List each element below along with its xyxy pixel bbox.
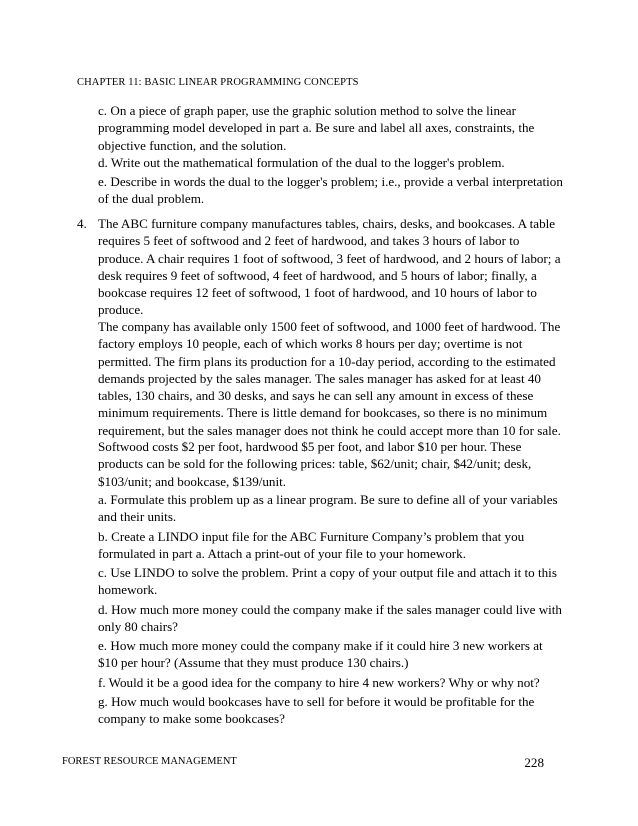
text-line: d. How much more money could the company make if the sales manager could live with bbox=[98, 602, 562, 617]
paragraph-costs bbox=[98, 438, 548, 490]
text-line: The ABC furniture company manufactures tables, chairs, desks, and bookcases. A table bbox=[98, 216, 556, 231]
text-line: The company has available only 1500 feet of softwood, and 1000 feet of hardwood. The bbox=[98, 319, 561, 334]
text-line: g. How much would bookcases have to sell for before it would be profitable for the bbox=[98, 694, 535, 709]
paragraph-part-g bbox=[98, 693, 548, 728]
text-line: f. Would it be a good idea for the company to hire 4 new workers? Why or why not? bbox=[98, 675, 540, 690]
paragraph-problem-4-intro bbox=[98, 215, 561, 319]
chapter-header bbox=[77, 77, 359, 88]
page-number: 228 bbox=[524, 755, 544, 770]
paragraph-prev-part-e bbox=[98, 173, 563, 208]
text-line: tables, 130 chairs, and 30 desks, and says he can sell any amount in excess of these bbox=[98, 388, 534, 404]
text-line: demands projected by the sales manager. The sales manager has asked for at least 40 bbox=[98, 370, 541, 386]
text-line: produce. A chair requires 1 foot of softwood, 3 feet of hardwood, and 2 hours of labor; a bbox=[98, 250, 561, 266]
text-line: c. On a piece of graph paper, use the graphic solution method to solve the linear bbox=[98, 103, 516, 118]
paragraph-availability bbox=[98, 318, 561, 439]
text-line: permitted. The firm plans its production for a 10-day period, according to the estimated bbox=[98, 353, 556, 369]
text-line: objective function, and the solution. bbox=[98, 137, 287, 153]
text-line: produce. bbox=[98, 302, 144, 318]
text-line: and their units. bbox=[98, 509, 177, 525]
text-line: formulated in part a. Attach a print-out of your file to your homework. bbox=[98, 546, 466, 562]
text-line: only 80 chairs? bbox=[98, 619, 178, 635]
text-line: homework. bbox=[98, 582, 158, 598]
text-line: desk requires 9 feet of softwood, 4 feet of hardwood, and 5 hours of labor; finally, a bbox=[98, 267, 537, 283]
text-line: minimum requirements. There is little demand for bookcases, so there is no minimum bbox=[98, 405, 548, 421]
text-line: products can be sold for the following prices: table, $62/unit; chair, $42/unit; desk, bbox=[98, 456, 532, 472]
paragraph-part-d bbox=[98, 601, 562, 636]
paragraph-part-c bbox=[98, 564, 557, 599]
chapter-header-text: CHAPTER 11: BASIC LINEAR PROGRAMMING CONCEPTS bbox=[77, 77, 359, 88]
text-line: c. Use LINDO to solve the problem. Print a copy of your output file and attach it to this bbox=[98, 565, 557, 580]
text-line: $103/unit; and bookcase, $139/unit. bbox=[98, 473, 287, 489]
text-line: requirement, but the sales manager does not think he could accept more than 10 for sale. bbox=[98, 422, 561, 438]
text-line: factory employs 10 people, each of which works 8 hours per day; overtime is not bbox=[98, 336, 523, 352]
text-line: Softwood costs $2 per foot, hardwood $5 per foot, and labor $10 per hour. These bbox=[98, 439, 522, 454]
paragraph-part-b bbox=[98, 528, 548, 563]
paragraph-prev-part-c-d bbox=[98, 102, 548, 171]
paragraph-part-f bbox=[98, 674, 548, 691]
text-line: requires 5 feet of softwood and 2 feet of hardwood, and takes 3 hours of labor to bbox=[98, 233, 520, 249]
paragraph-part-a bbox=[98, 491, 558, 526]
text-line: a. Formulate this problem up as a linear program. Be sure to define all of your variables bbox=[98, 492, 558, 507]
text-line: $10 per hour? (Assume that they must produce 130 chairs.) bbox=[98, 655, 409, 671]
text-line: company to make some bookcases? bbox=[98, 711, 285, 727]
text-line: e. Describe in words the dual to the logger's problem; i.e., provide a verbal interpretation bbox=[98, 174, 563, 189]
text-line: bookcase requires 12 feet of softwood, 1 foot of hardwood, and 10 hours of labor to bbox=[98, 285, 537, 301]
text-line: d. Write out the mathematical formulation of the dual to the logger's problem. bbox=[98, 154, 505, 170]
text-line: e. How much more money could the company make if it could hire 3 new workers at bbox=[98, 638, 543, 653]
footer-title-text: FOREST RESOURCE MANAGEMENT bbox=[62, 756, 237, 767]
paragraph-part-e bbox=[98, 637, 548, 672]
footer-title bbox=[62, 756, 237, 767]
text-line: of the dual problem. bbox=[98, 191, 205, 207]
text-line: programming model developed in part a. Be sure and label all axes, constraints, the bbox=[98, 120, 535, 136]
text-line: b. Create a LINDO input file for the ABC Furniture Company’s problem that you bbox=[98, 529, 525, 544]
problem-number: 4. bbox=[77, 216, 87, 231]
